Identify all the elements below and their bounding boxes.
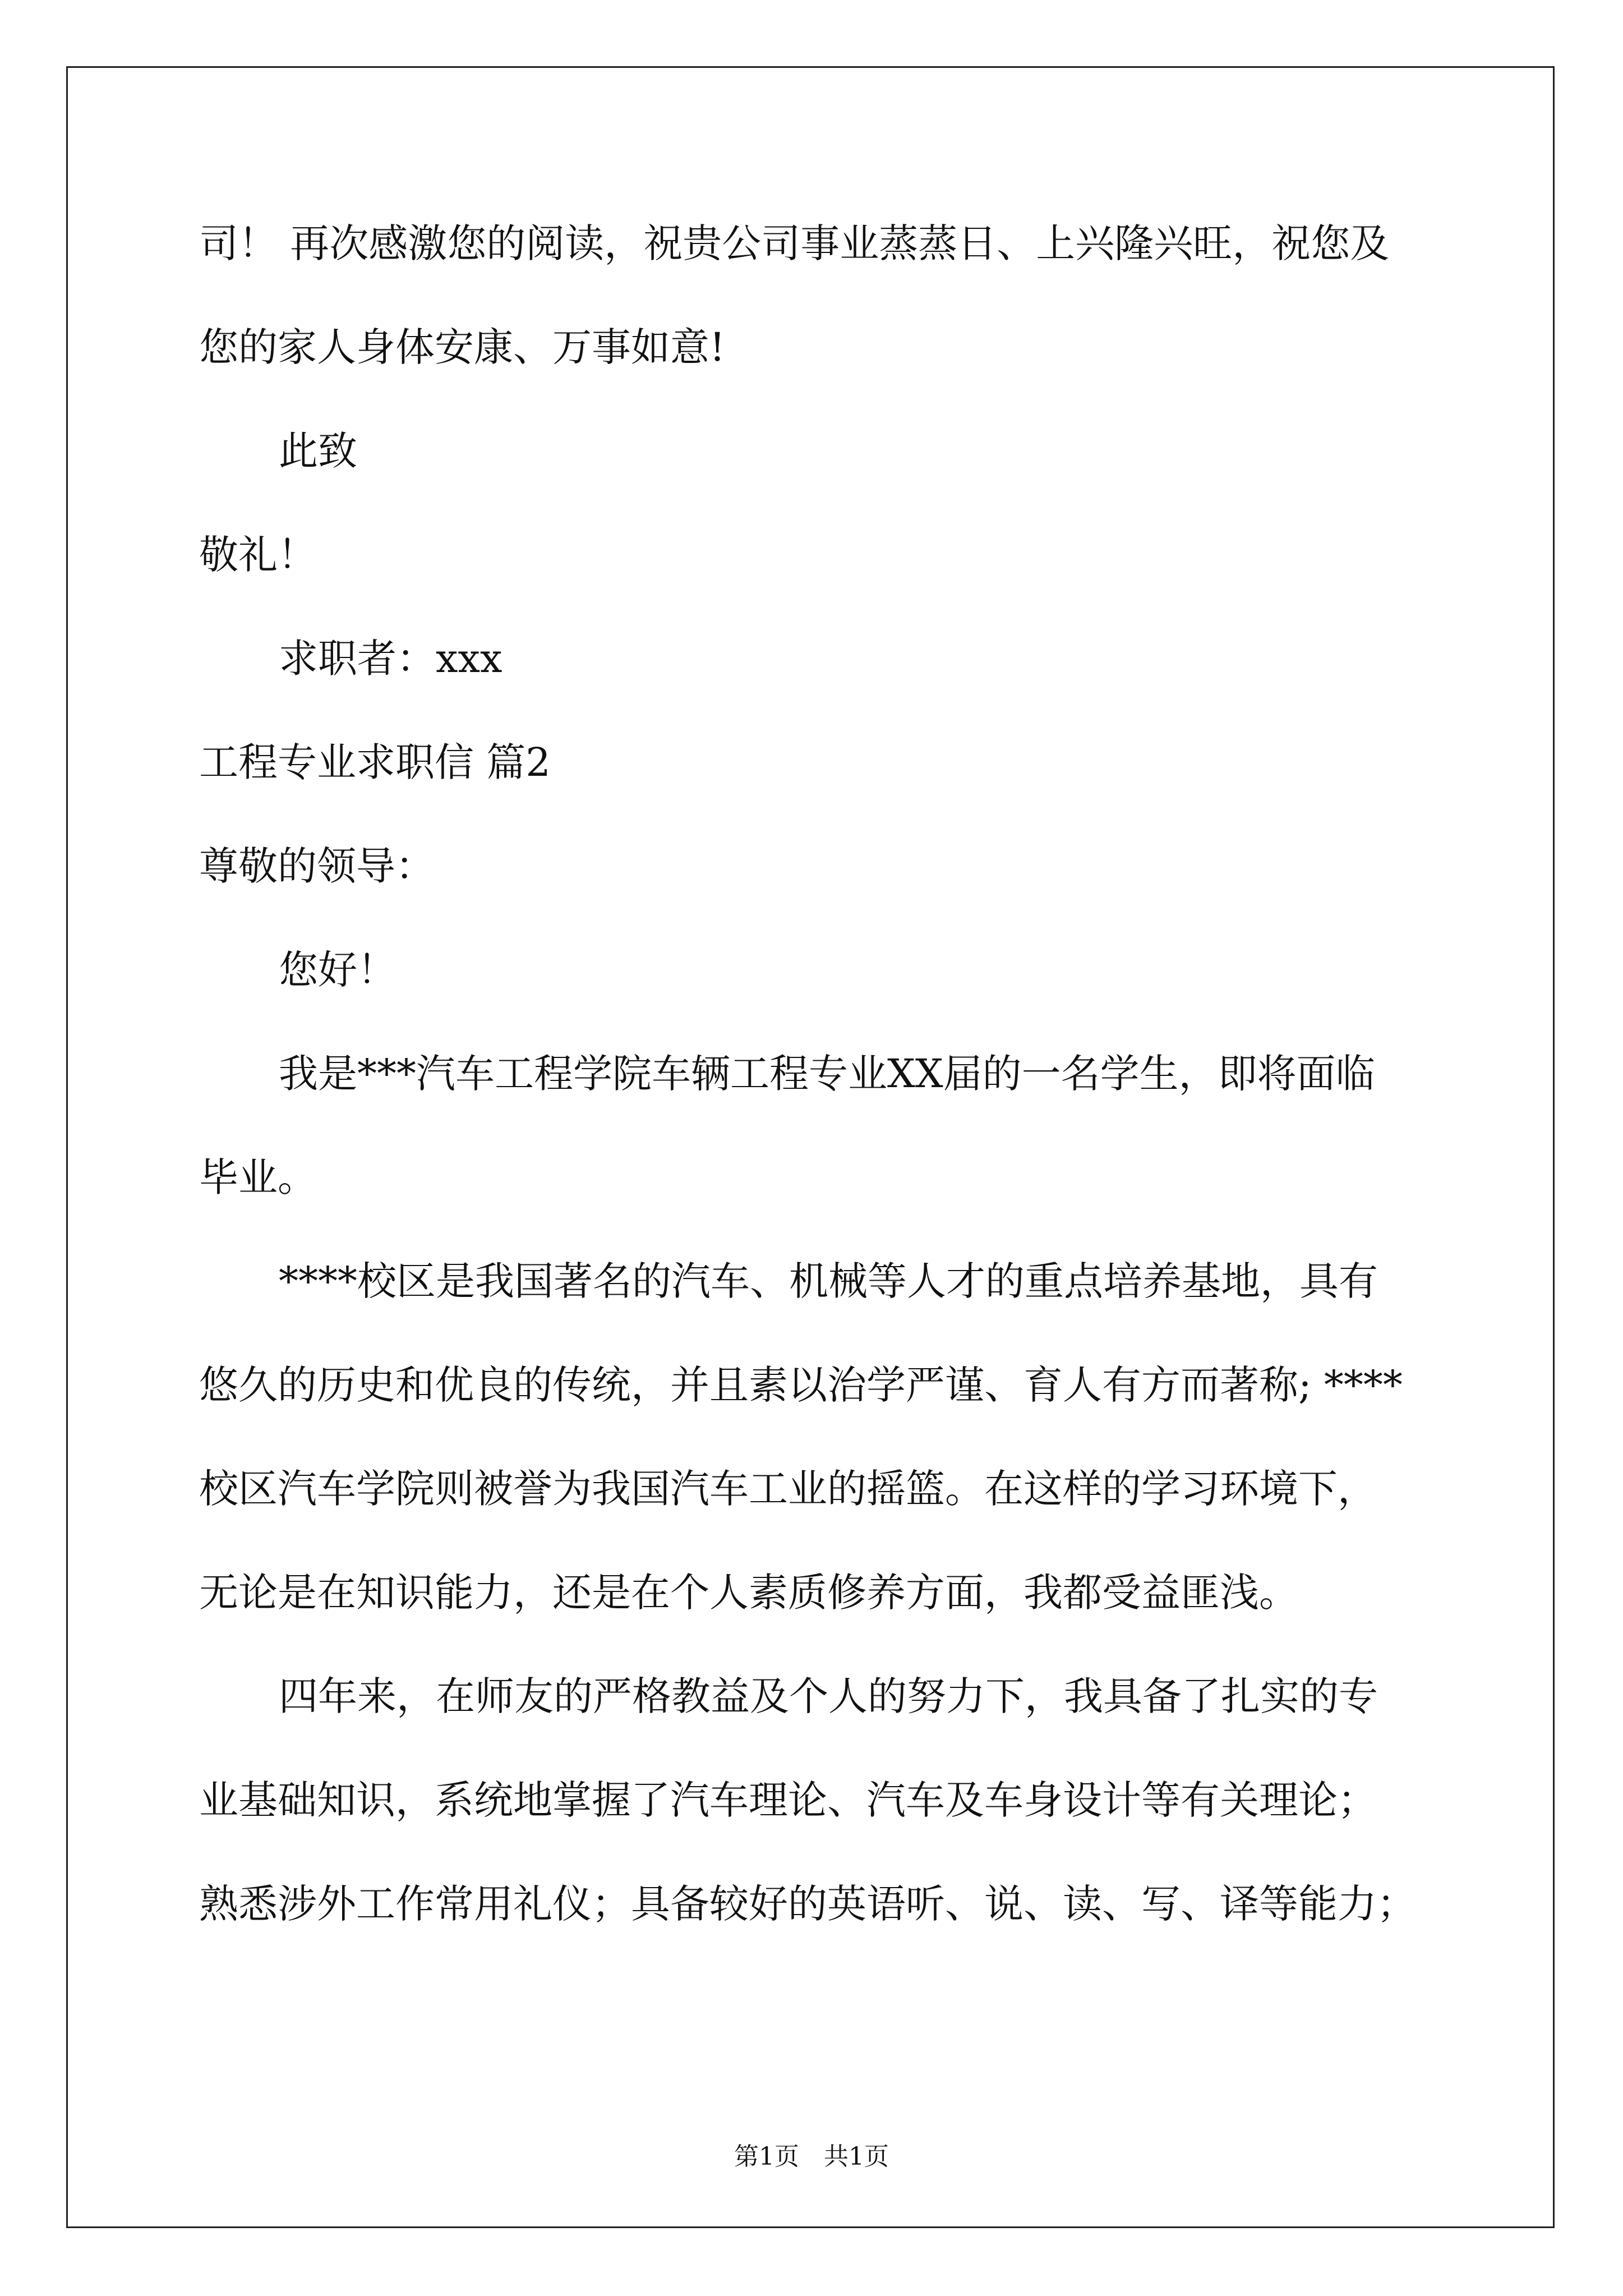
- paragraph-1-line-2: 毕业。: [199, 1154, 317, 1200]
- regards-line: 敬礼！: [199, 532, 317, 578]
- greeting-line: 尊敬的领导：: [199, 843, 435, 889]
- paragraph-2-line-3: 校区汽车学院则被誉为我国汽车工业的摇篮。在这样的学习环境下，: [199, 1466, 1377, 1512]
- page-number-footer: 第1页 共1页: [734, 2142, 889, 2171]
- hello-line: 您好！: [279, 947, 396, 993]
- paragraph-3-line-2: 业基础知识，系统地掌握了汽车理论、汽车及车身设计等有关理论；: [199, 1777, 1377, 1823]
- paragraph-2-line-1: ****校区是我国著名的汽车、机械等人才的重点培养基地，具有: [279, 1258, 1378, 1304]
- paragraph-3-line-3: 熟悉涉外工作常用礼仪；具备较好的英语听、说、读、写、译等能力；: [199, 1881, 1416, 1927]
- paragraph-2-line-2: 悠久的历史和优良的传统，并且素以治学严谨、育人有方而著称; ****: [199, 1362, 1403, 1408]
- paragraph-3-line-1: 四年来，在师友的严格教益及个人的努力下，我具备了扎实的专: [279, 1673, 1378, 1719]
- paragraph-2-line-4: 无论是在知识能力，还是在个人素质修养方面，我都受益匪浅。: [199, 1570, 1298, 1616]
- text-line-1: 司！ 再次感激您的阅读，祝贵公司事业蒸蒸日、上兴隆兴旺，祝您及: [199, 220, 1390, 266]
- paragraph-1-line-1: 我是***汽车工程学院车辆工程专业XX届的一名学生，即将面临: [279, 1051, 1375, 1097]
- salutation-closing: 此致: [279, 428, 357, 474]
- section-title: 工程专业求职信 篇2: [199, 739, 551, 785]
- text-line-2: 您的家人身体安康、万事如意!: [199, 324, 726, 370]
- signature-line: 求职者：xxx: [279, 636, 502, 682]
